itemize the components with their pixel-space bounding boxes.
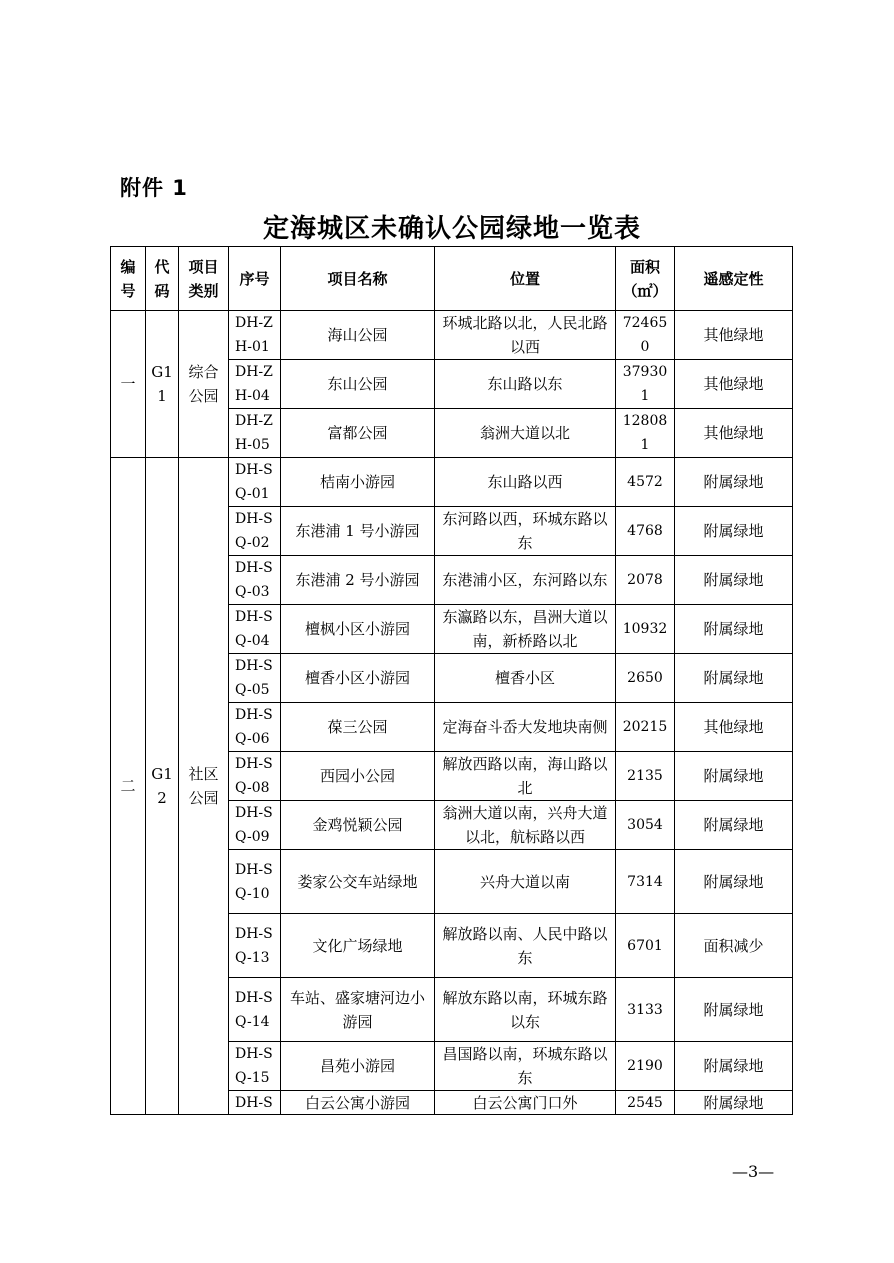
row-seq: DH-SQ-03: [229, 556, 281, 605]
header-area: 面积（㎡）: [616, 247, 675, 311]
row-seq: DH-SQ-02: [229, 507, 281, 556]
row-location: 解放西路以南，海山路以北: [435, 752, 616, 801]
row-area: 128081: [616, 409, 675, 458]
row-location: 东山路以东: [435, 360, 616, 409]
row-remote: 附属绿地: [675, 556, 793, 605]
row-remote: 附属绿地: [675, 1042, 793, 1091]
row-seq: DH-SQ-04: [229, 605, 281, 654]
group-code: G12: [146, 458, 179, 1115]
row-seq: DH-ZH-01: [229, 311, 281, 360]
row-name: 富都公园: [281, 409, 435, 458]
row-location: 白云公寓门口外: [435, 1091, 616, 1115]
row-name: 车站、盛家塘河边小游园: [281, 978, 435, 1042]
row-location: 兴舟大道以南: [435, 850, 616, 914]
header-seq: 序号: [229, 247, 281, 311]
row-location: 东港浦小区，东河路以东: [435, 556, 616, 605]
row-remote: 其他绿地: [675, 409, 793, 458]
row-name: 东港浦 1 号小游园: [281, 507, 435, 556]
row-seq: DH-ZH-05: [229, 409, 281, 458]
row-seq: DH-SQ-01: [229, 458, 281, 507]
group-no: 一: [111, 311, 146, 458]
row-remote: 附属绿地: [675, 752, 793, 801]
row-seq: DH-S: [229, 1091, 281, 1115]
row-seq: DH-SQ-08: [229, 752, 281, 801]
row-area: 2078: [616, 556, 675, 605]
row-seq: DH-SQ-14: [229, 978, 281, 1042]
row-remote: 附属绿地: [675, 458, 793, 507]
row-name: 海山公园: [281, 311, 435, 360]
table-row: [111, 458, 793, 507]
row-remote: 附属绿地: [675, 850, 793, 914]
row-name: 娄家公交车站绿地: [281, 850, 435, 914]
group-no: 二: [111, 458, 146, 1115]
row-area: 20215: [616, 703, 675, 752]
row-area: 724650: [616, 311, 675, 360]
row-area: 2650: [616, 654, 675, 703]
row-name: 檀香小区小游园: [281, 654, 435, 703]
row-area: 6701: [616, 914, 675, 978]
row-name: 白云公寓小游园: [281, 1091, 435, 1115]
park-table: [110, 246, 793, 1115]
row-name: 西园小公园: [281, 752, 435, 801]
row-name: 昌苑小游园: [281, 1042, 435, 1091]
row-location: 东瀛路以东，昌洲大道以南，新桥路以北: [435, 605, 616, 654]
row-seq: DH-SQ-10: [229, 850, 281, 914]
row-remote: 附属绿地: [675, 1091, 793, 1115]
row-name: 檀枫小区小游园: [281, 605, 435, 654]
row-location: 东河路以西，环城东路以东: [435, 507, 616, 556]
row-location: 昌国路以南，环城东路以东: [435, 1042, 616, 1091]
row-remote: 其他绿地: [675, 360, 793, 409]
row-remote: 附属绿地: [675, 801, 793, 850]
header-category: 项目类别: [179, 247, 229, 311]
row-location: 环城北路以北，人民北路以西: [435, 311, 616, 360]
row-remote: 其他绿地: [675, 311, 793, 360]
group-code: G11: [146, 311, 179, 458]
row-location: 定海奋斗岙大发地块南侧: [435, 703, 616, 752]
row-location: 翁洲大道以北: [435, 409, 616, 458]
row-area: 2190: [616, 1042, 675, 1091]
header-location: 位置: [435, 247, 616, 311]
row-seq: DH-SQ-13: [229, 914, 281, 978]
row-area: 10932: [616, 605, 675, 654]
row-remote: 附属绿地: [675, 507, 793, 556]
row-seq: DH-ZH-04: [229, 360, 281, 409]
row-remote: 附属绿地: [675, 605, 793, 654]
group-category: 综合公园: [179, 311, 229, 458]
header-no: 编号: [111, 247, 146, 311]
row-seq: DH-SQ-15: [229, 1042, 281, 1091]
row-area: 2135: [616, 752, 675, 801]
header-name: 项目名称: [281, 247, 435, 311]
table-row: [111, 311, 793, 360]
group-category: 社区公园: [179, 458, 229, 1115]
row-area: 2545: [616, 1091, 675, 1115]
attachment-label: 附件 1: [120, 176, 188, 200]
row-location: 解放东路以南，环城东路以东: [435, 978, 616, 1042]
row-area: 379301: [616, 360, 675, 409]
row-remote: 其他绿地: [675, 703, 793, 752]
row-location: 檀香小区: [435, 654, 616, 703]
row-remote: 附属绿地: [675, 654, 793, 703]
page-number: —3—: [732, 1162, 775, 1181]
row-name: 金鸡悦颖公园: [281, 801, 435, 850]
row-name: 东山公园: [281, 360, 435, 409]
row-area: 3133: [616, 978, 675, 1042]
row-area: 3054: [616, 801, 675, 850]
row-area: 4768: [616, 507, 675, 556]
row-name: 桔南小游园: [281, 458, 435, 507]
row-area: 4572: [616, 458, 675, 507]
row-remote: 面积减少: [675, 914, 793, 978]
row-name: 文化广场绿地: [281, 914, 435, 978]
header-remote: 遥感定性: [675, 247, 793, 311]
row-remote: 附属绿地: [675, 978, 793, 1042]
row-location: 东山路以西: [435, 458, 616, 507]
row-location: 翁洲大道以南，兴舟大道以北，航标路以西: [435, 801, 616, 850]
document-title: 定海城区未确认公园绿地一览表: [262, 214, 641, 244]
row-area: 7314: [616, 850, 675, 914]
header-code: 代码: [146, 247, 179, 311]
row-seq: DH-SQ-09: [229, 801, 281, 850]
row-name: 葆三公园: [281, 703, 435, 752]
row-name: 东港浦 2 号小游园: [281, 556, 435, 605]
row-seq: DH-SQ-05: [229, 654, 281, 703]
row-location: 解放路以南、人民中路以东: [435, 914, 616, 978]
row-seq: DH-SQ-06: [229, 703, 281, 752]
header-row: [111, 247, 793, 311]
